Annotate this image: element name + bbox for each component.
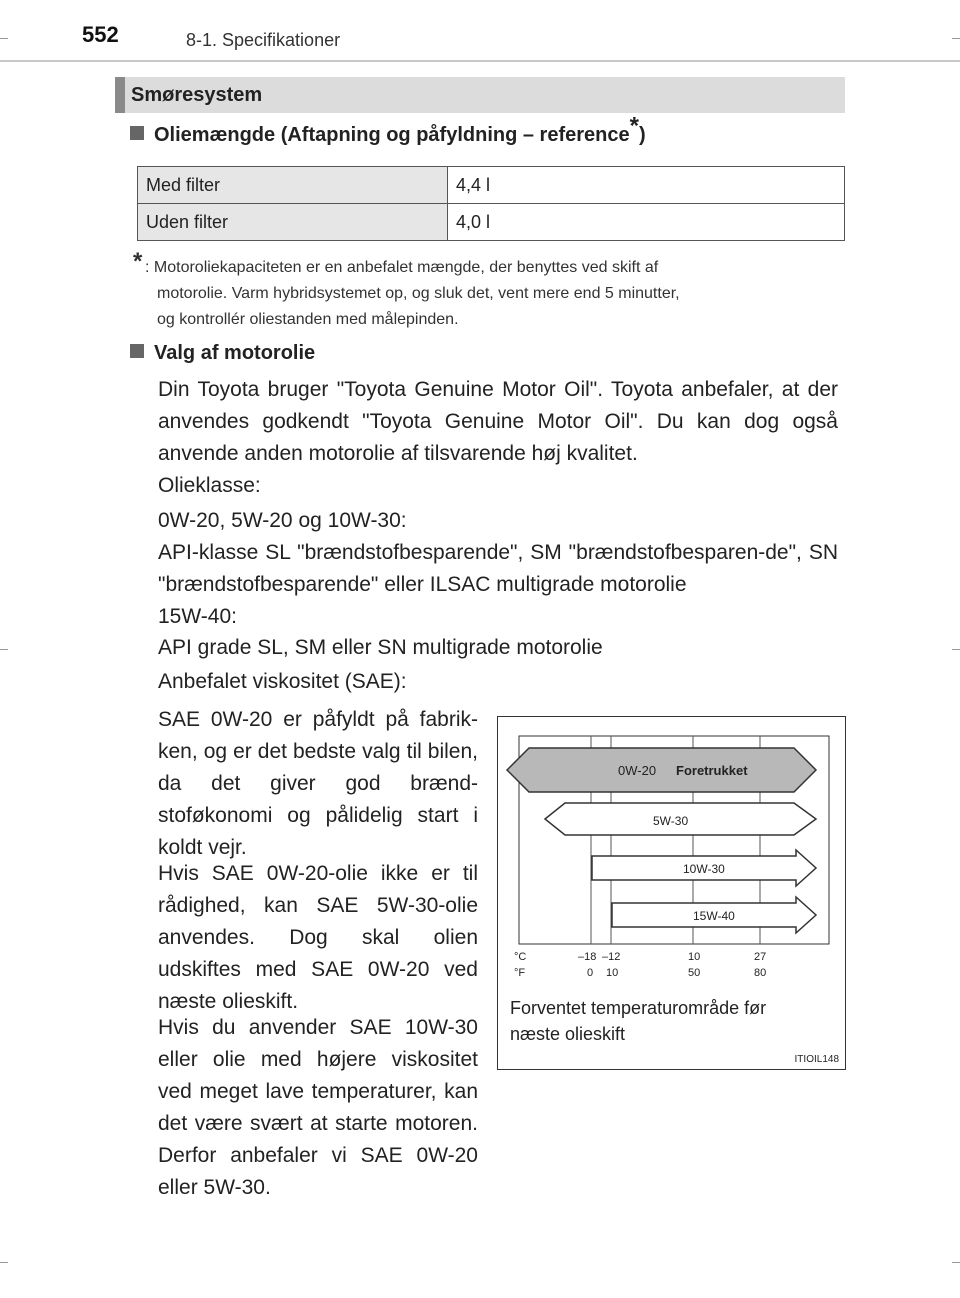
section-accent-bar — [115, 77, 125, 113]
table-cell-value: 4,4 l — [448, 167, 845, 204]
tick-f-2: 10 — [606, 967, 619, 979]
oil-amount-heading-close: ) — [638, 124, 646, 146]
table-row — [138, 204, 845, 241]
crop-mark — [0, 649, 8, 650]
viscosity-paragraph-2: Hvis SAE 0W-20-olie ikke er til rådighed, kan SAE 5W-30-olie anvendes. Dog skal olien udskiftes med SAE 0W-20 ved næste olieskift. — [158, 862, 478, 1013]
footnote-star: * — [133, 248, 143, 275]
crop-mark — [0, 38, 8, 39]
arrow-0w20-label: 0W-20 — [618, 763, 657, 778]
tick-f-1: 0 — [587, 967, 594, 979]
footnote-line-3: og kontrollér oliestanden med målepinden. — [157, 311, 459, 328]
arrow-0w20 — [507, 748, 816, 792]
viscosity-label: Anbefalet viskositet (SAE): — [158, 670, 407, 693]
oil-class-label: Olieklasse: — [158, 474, 261, 497]
tick-c-3: 10 — [688, 951, 701, 963]
section-title: Smøresystem — [131, 84, 263, 106]
oil-amount-heading-text: Oliemængde (Aftapning og påfyldning – reference — [154, 124, 630, 146]
oil-choice-intro: Din Toyota bruger "Toyota Genuine Motor Oil". Toyota anbefaler, at der anvendes godkendt "Toyota Genuine Motor Oil". Du kan dog også anvende anden motorolie af tilsvarende høj kvalitet. — [158, 378, 838, 465]
oil-choice-heading-text: Valg af motorolie — [154, 342, 316, 364]
viscosity-chart-figure — [497, 716, 846, 1070]
page-number: 552 — [82, 22, 119, 47]
preferred-label: Foretrukket — [676, 763, 748, 778]
crop-mark — [0, 1262, 8, 1263]
tick-c-2: –12 — [602, 951, 621, 963]
table-cell-label: Uden filter — [138, 204, 448, 241]
oil-choice-heading — [130, 342, 315, 365]
oil-capacity-table — [137, 166, 845, 241]
viscosity-paragraph-1: SAE 0W-20 er påfyldt på fabrik-ken, og er det bedste valg til bilen, da det giver god brænd-stoføkonomi og pålidelig start i koldt vejr. — [158, 708, 478, 859]
footnote — [133, 250, 845, 330]
arrow-15w40-label: 15W-40 — [693, 909, 735, 923]
figure-caption: Forventet temperaturområde før næste olieskift — [510, 998, 767, 1044]
table-cell-value: 4,0 l — [448, 204, 845, 241]
grade-group-a-text: API-klasse SL "brændstofbesparende", SM "brændstofbesparen-de", SN "brændstofbesparende" eller ILSAC multigrade motorolie — [158, 541, 838, 596]
arrow-10w30-label: 10W-30 — [683, 862, 725, 876]
grade-group-a: 0W-20, 5W-20 og 10W-30: — [158, 509, 407, 532]
footnote-line-2: motorolie. Varm hybridsystemet op, og sluk det, vent mere end 5 minutter, — [157, 285, 680, 302]
crop-mark — [952, 1262, 960, 1263]
tick-f-3: 50 — [688, 967, 701, 979]
table-row — [138, 167, 845, 204]
unit-celsius: °C — [514, 951, 527, 963]
table-cell-label: Med filter — [138, 167, 448, 204]
header-divider — [0, 60, 960, 62]
tick-f-4: 80 — [754, 967, 767, 979]
tick-c-1: –18 — [578, 951, 597, 963]
bullet-square-icon — [130, 126, 144, 140]
figure-code: ITIOIL148 — [794, 1054, 839, 1065]
footnote-line-1: : Motoroliekapaciteten er en anbefalet mængde, der benyttes ved skift af — [145, 259, 659, 276]
oil-amount-heading — [130, 112, 646, 147]
viscosity-paragraph-3: Hvis du anvender SAE 10W-30 eller olie med højere viskositet ved meget lave temperaturer, kan det være svært at starte motoren. Derfor anbefaler vi SAE 0W-20 eller 5W-30. — [158, 1016, 478, 1199]
section-header — [115, 77, 845, 113]
grade-group-b-text: API grade SL, SM eller SN multigrade motorolie — [158, 636, 603, 659]
chapter-title: 8-1. Specifikationer — [186, 30, 341, 50]
arrow-5w30-label: 5W-30 — [653, 814, 689, 828]
reference-star: * — [629, 112, 639, 140]
unit-fahrenheit: °F — [514, 967, 526, 979]
crop-mark — [952, 649, 960, 650]
tick-c-4: 27 — [754, 951, 767, 963]
bullet-square-icon — [130, 344, 144, 358]
grade-group-b: 15W-40: — [158, 605, 237, 628]
crop-mark — [952, 38, 960, 39]
